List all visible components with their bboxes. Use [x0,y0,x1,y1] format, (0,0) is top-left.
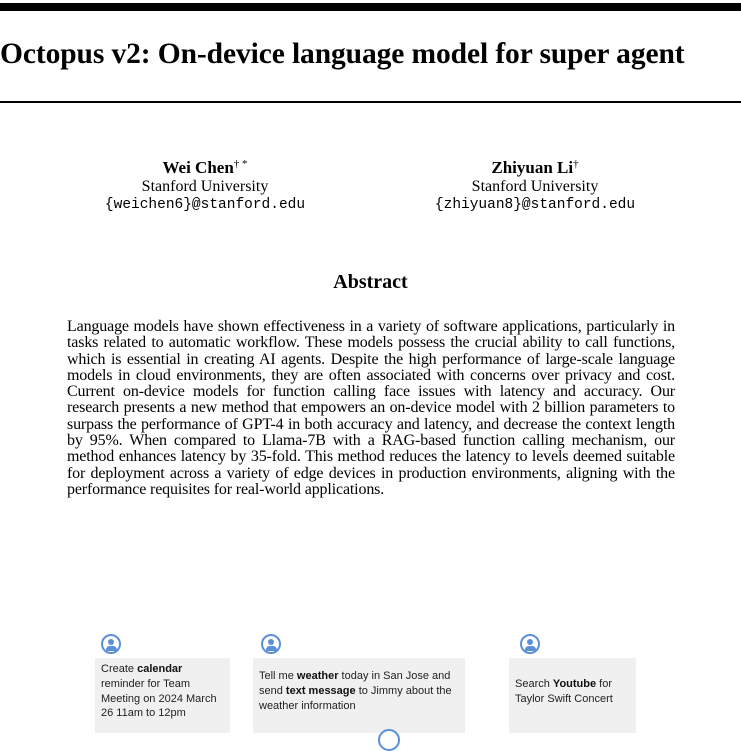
query-bubble-calendar: Create calendar reminder for Team Meeting on 2024 March 26 11am to 12pm [95,658,230,733]
title-top-rule [0,3,741,11]
user-icon [261,634,281,654]
author-block-1 [80,155,330,215]
model-icon [378,729,400,751]
author-block-2 [410,155,660,215]
author-name: Zhiyuan Li† [491,158,579,177]
abstract-heading: Abstract [333,271,408,293]
user-icon [101,634,121,654]
author-affiliation: Stanford University [141,178,269,195]
query-bubble-weather: Tell me weather today in San Jose and send text message to Jimmy about the weather information [253,658,465,733]
author-name: Wei Chen† * [162,158,248,177]
abstract-body: Language models have shown effectiveness in a variety of software applications, particularly in tasks related to automatic workflow. These models possess the crucial ability to call functions, which is essential in creating AI agents. Despite the high performance of large-scale language models in cloud environments, they are often associated with concerns over privacy and cost. Current on-device models for function calling face issues with latency and accuracy. Our research presents a new method that empowers an on-device model with 2 billion parameters to surpass the performance of GPT-4 in both accuracy and latency, and decrease the context length by 95%. When compared to Llama-7B with a RAG-based function calling mechanism, our method enhances latency by 35-fold. This method reduces the latency to levels deemed suitable for deployment across a variety of edge devices in production environments, aligning with the performance requisites for real-world applications. [67,318,675,498]
user-icon [520,634,540,654]
author-email: {zhiyuan8}@stanford.edu [434,197,636,213]
author-footnote-mark: † * [233,158,248,170]
author-email: {weichen6}@stanford.edu [104,197,306,213]
paper-title: Octopus v2: On-device language model for super agent [0,38,685,70]
query-bubble-youtube: Search Youtube for Taylor Swift Concert [509,658,636,733]
author-footnote-mark: † [573,158,579,170]
author-affiliation: Stanford University [471,178,599,195]
figure-query-examples [0,625,741,733]
title-bottom-rule [0,101,741,103]
